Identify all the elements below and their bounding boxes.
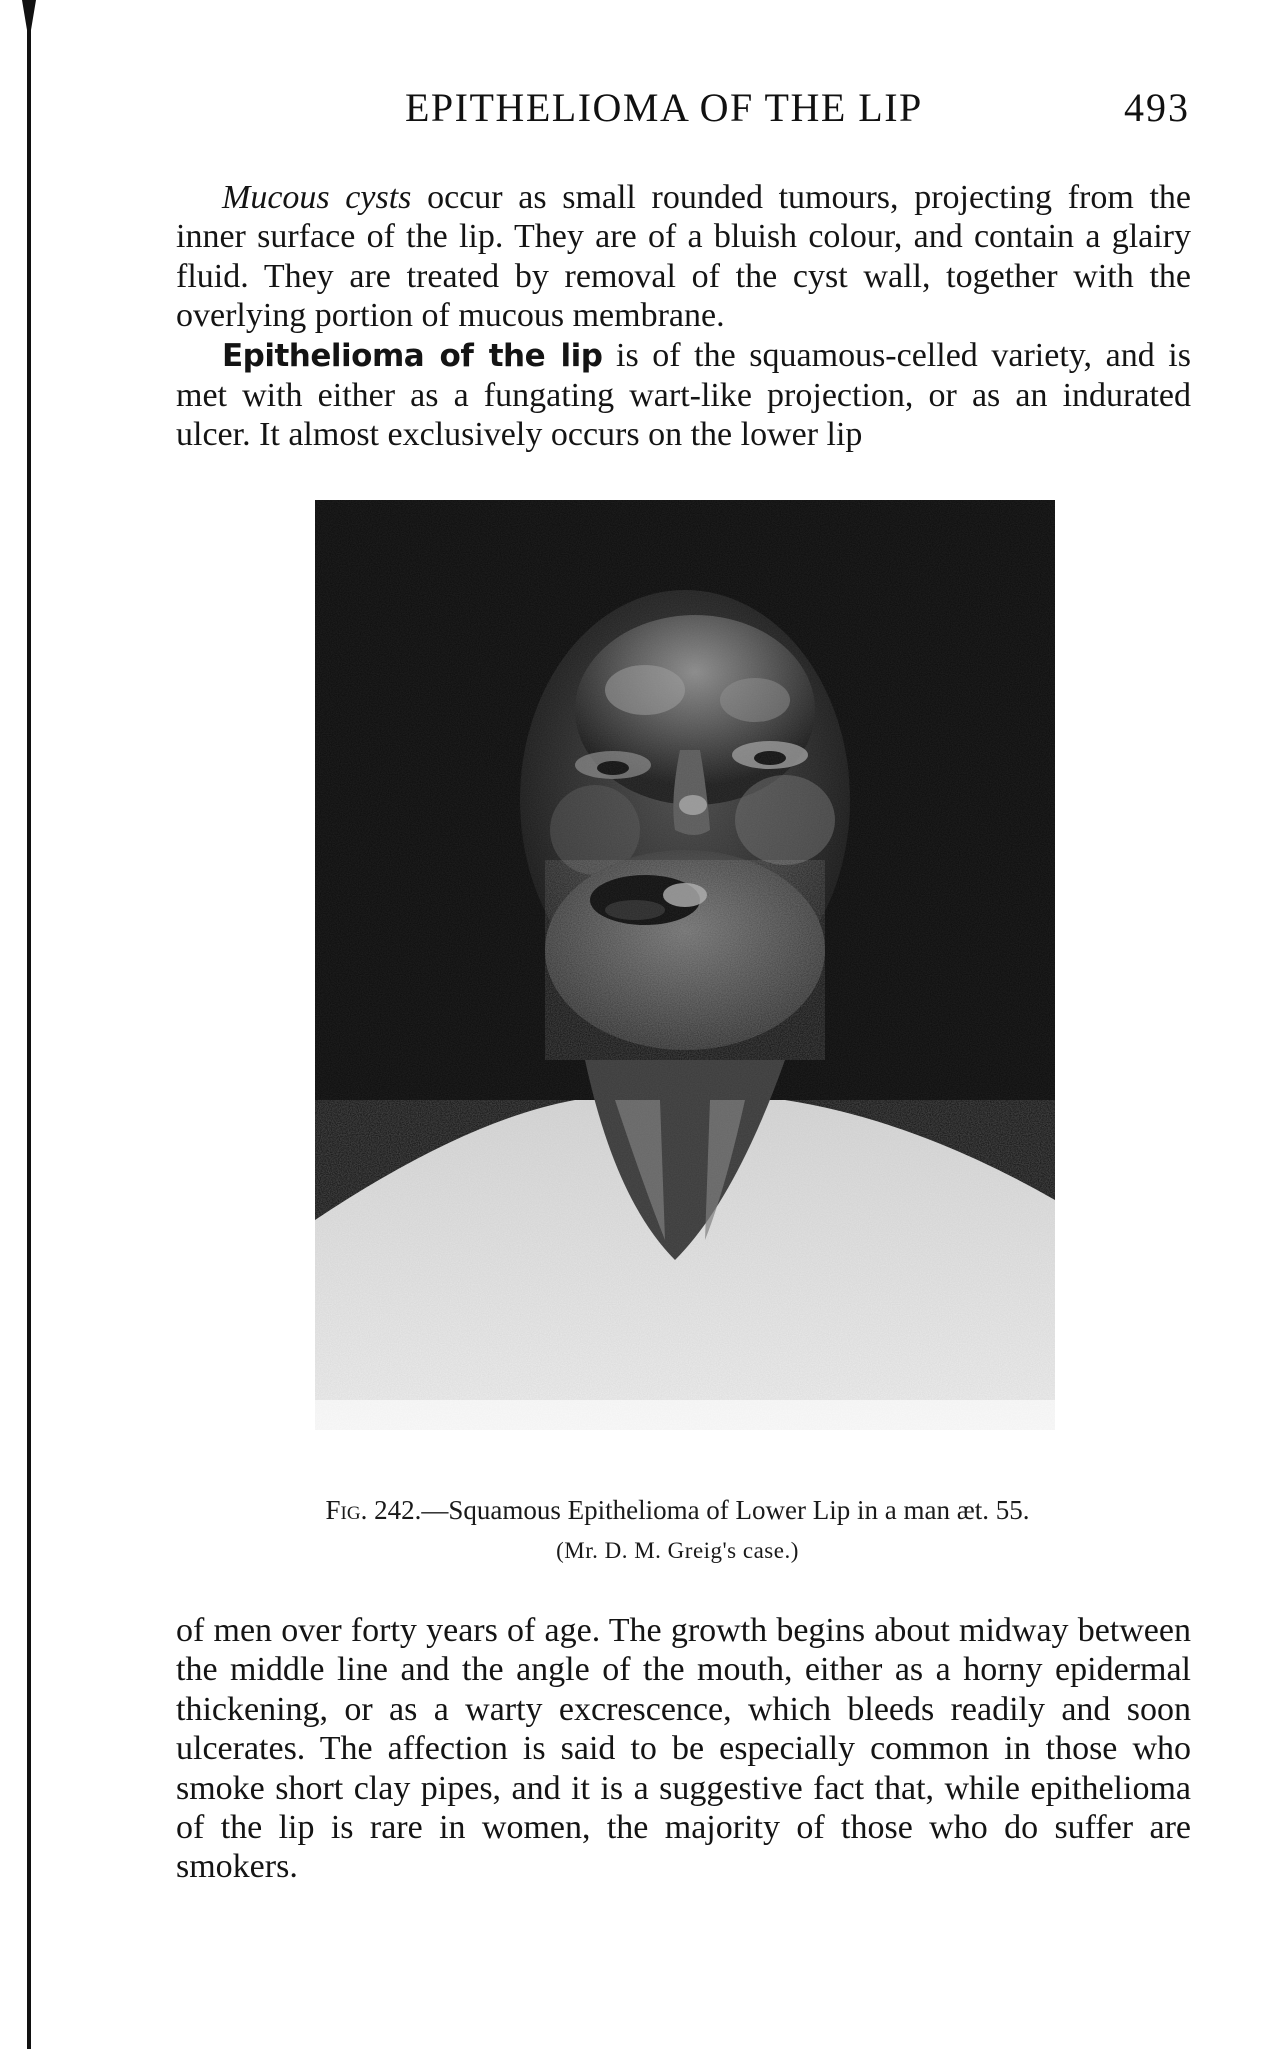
figure-label: Fig. — [325, 1495, 368, 1525]
paragraph-text: occur as small rounded tumours, projecting from the inner surface of the lip. They are of a bluish colour, and contain a glairy fluid. They are treated by removal of the cyst wall, together with the overlying portion of mucous membrane. — [176, 179, 1191, 335]
figure-photograph — [315, 500, 1055, 1430]
running-title: EPITHELIOMA OF THE LIP — [405, 85, 923, 130]
body-text-top — [176, 178, 1191, 455]
running-header — [175, 78, 1190, 134]
paragraph-epithelioma — [176, 336, 1191, 455]
italic-term: Mucous cysts — [222, 179, 412, 216]
figure-caption-text: 242.—Squamous Epithelioma of Lower Lip in a man æt. 55. — [367, 1495, 1030, 1525]
paragraph-text: is of the squamous-celled variety, and is met with either as a fungating wart-like projection, or as an indurated ulcer. It almost exclusively occurs on the lower lip — [176, 336, 1191, 454]
page-number: 493 — [1124, 85, 1190, 130]
body-text-bottom — [176, 1611, 1191, 1887]
figure-caption — [170, 1495, 1185, 1526]
portrait-photo — [315, 500, 1055, 1430]
bold-term: Epithelioma of the lip — [222, 337, 603, 374]
page-binding-edge — [22, 0, 36, 2049]
paragraph-mucous-cysts — [176, 178, 1191, 336]
paragraph-continuation: of men over forty years of age. The growth begins about midway between the middle line and the angle of the mouth, either as a horny epidermal thickening, or as a warty excrescence, which bleeds readily and soon ulcerates. The affection is said to be especially common in those who smoke short clay pipes, and it is a suggestive fact that, while epithelioma of the lip is rare in women, the majority of those who do suffer are smokers. — [176, 1612, 1191, 1886]
figure-credit: (Mr. D. M. Greig's case.) — [556, 1538, 799, 1563]
